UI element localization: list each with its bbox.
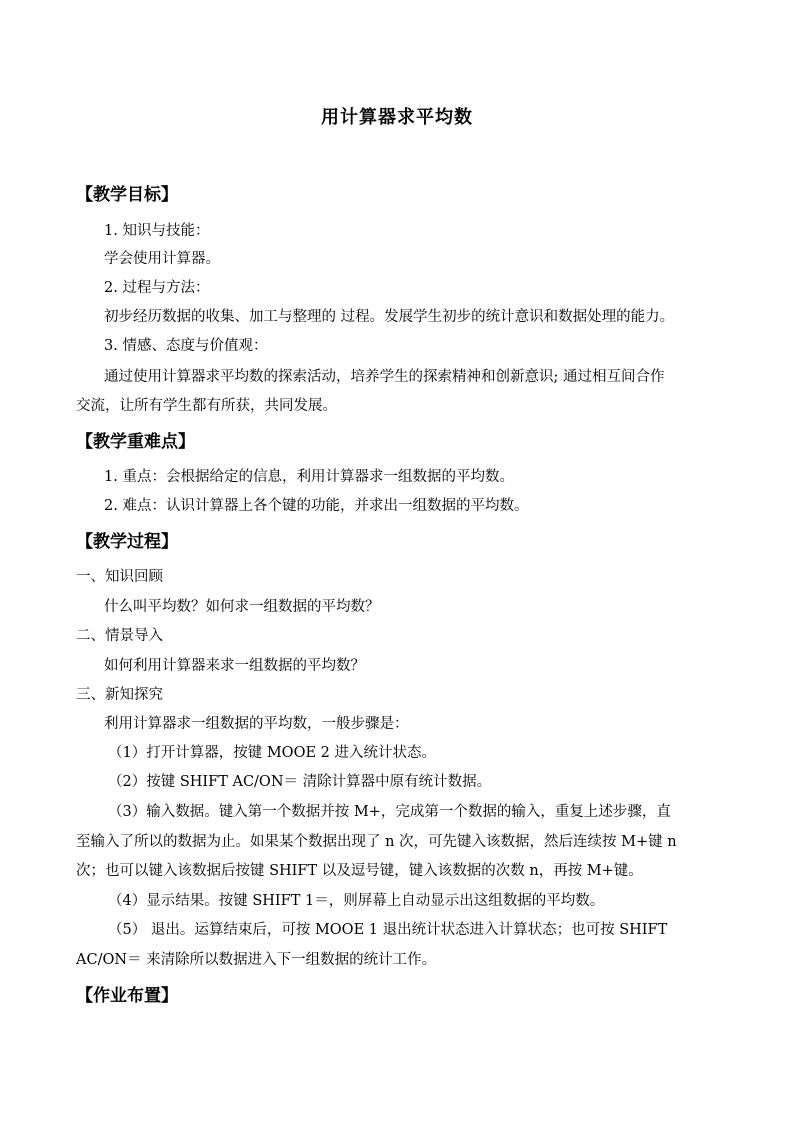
goal-line-6: 通过使用计算器求平均数的探索活动，培养学生的探索精神和创新意识; 通过相互间合作 <box>104 369 665 385</box>
heading-key-points: 【教学重难点】 <box>76 432 195 452</box>
key-point-line-2: 2. 难点：认识计算器上各个键的功能，并求出一组数据的平均数。 <box>104 498 529 514</box>
process-line-3: 二、情景导入 <box>76 628 163 644</box>
goal-line-5: 3. 情感、态度与价值观： <box>104 338 268 354</box>
goal-line-1: 1. 知识与技能： <box>104 223 210 239</box>
process-line-8: （2）按键 SHIFT AC/ON＝ 清除计算器中原有统计数据。 <box>108 774 492 790</box>
process-line-6: 利用计算器求一组数据的平均数，一般步骤是： <box>104 716 409 732</box>
heading-teaching-goals: 【教学目标】 <box>76 185 178 205</box>
process-line-2: 什么叫平均数？如何求一组数据的平均数？ <box>104 599 380 615</box>
goal-line-3: 2. 过程与方法： <box>104 280 210 296</box>
process-line-9: （3）输入数据。键入第一个数据并按 M+，完成第一个数据的输入，重复上述步骤，直 <box>108 804 671 820</box>
heading-teaching-process: 【教学过程】 <box>76 532 178 552</box>
goal-line-2: 学会使用计算器。 <box>104 251 220 267</box>
page-title: 用计算器求平均数 <box>321 107 473 128</box>
process-line-10: 至输入了所以的数据为止。如果某个数据出现了 n 次，可先键入该数据，然后连续按 M+键 n <box>76 834 677 850</box>
process-line-5: 三、新知探究 <box>76 687 163 703</box>
process-line-11: 次；也可以键入该数据后按键 SHIFT 以及逗号键，键入该数据的次数 n，再按 M+键。 <box>76 863 643 879</box>
heading-homework: 【作业布置】 <box>76 986 178 1006</box>
process-line-7: （1）打开计算器，按键 MOOE 2 进入统计状态。 <box>108 745 436 761</box>
process-line-13: （5） 退出。运算结束后，可按 MOOE 1 退出统计状态进入计算状态；也可按 SHIFT <box>108 922 668 938</box>
process-line-1: 一、知识回顾 <box>76 569 163 585</box>
process-line-12: （4）显示结果。按键 SHIFT 1＝，则屏幕上自动显示出这组数据的平均数。 <box>108 893 605 909</box>
process-line-14: AC/ON＝ 来清除所以数据进入下一组数据的统计工作。 <box>76 952 437 968</box>
goal-line-4: 初步经历数据的收集、加工与整理的 过程。发展学生初步的统计意识和数据处理的能力。 <box>104 309 675 325</box>
goal-line-7: 交流，让所有学生都有所获，共同发展。 <box>76 398 337 414</box>
process-line-4: 如何利用计算器来求一组数据的平均数？ <box>104 658 365 674</box>
key-point-line-1: 1. 重点：会根据给定的信息，利用计算器求一组数据的平均数。 <box>104 469 514 485</box>
